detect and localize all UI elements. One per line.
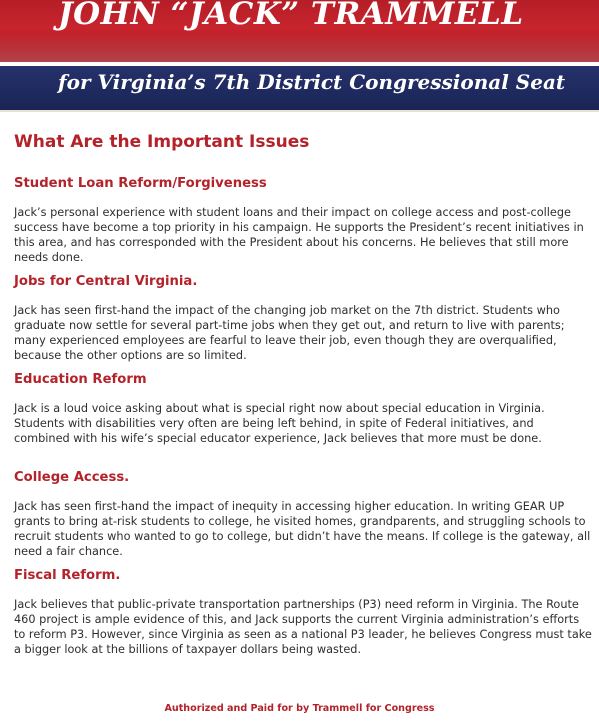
section-body-education: Jack is a loud voice asking about what is special right now about special education in Virginia. Students with disabilities very often are being left behind, in spite of Federal initiatives, and combined with his wife’s special educator experience, Jack believes that more must be done. <box>14 402 545 445</box>
section-body-student-loan: Jack’s personal experience with student loans and their impact on college access and post-college success have become a top priority in his campaign. He supports the President’s recent initiatives in this area, and has corresponded with the President about his concerns. He believes that still more needs done. <box>14 206 584 264</box>
header-divider <box>0 110 599 112</box>
section-heading-student-loan: Student Loan Reform/Forgiveness <box>14 176 267 191</box>
candidate-name: JOHN “JACK” TRAMMELL <box>58 0 524 32</box>
section-heading-jobs: Jobs for Central Virginia. <box>14 274 198 289</box>
campaign-tagline: for Virginia’s 7th District Congressional Seat <box>58 70 566 94</box>
section-heading-education: Education Reform <box>14 372 147 387</box>
section-heading-college-access: College Access. <box>14 470 130 485</box>
header-red-banner-shine <box>0 34 599 62</box>
section-body-fiscal: Jack believes that public-private transportation partnerships (P3) need reform in Virginia. The Route 460 project is ample evidence of this, and Jack supports the current Virginia administration’s efforts to reform P3. However, since Virginia as seen as a national P3 leader, he believes Congress must take a bigger look at the billions of taxpayer dollars being wasted. <box>14 598 592 656</box>
section-heading-fiscal: Fiscal Reform. <box>14 568 121 583</box>
footer-disclaimer: Authorized and Paid for by Trammell for Congress <box>164 703 435 714</box>
section-body-college-access: Jack has seen first-hand the impact of inequity in accessing higher education. In writing GEAR UP grants to bring at-risk students to college, he visited homes, grandparents, and struggling schools to recruit students who wanted to go to college, but didn’t have the means. If college is the gateway, all need a fair chance. <box>14 500 591 558</box>
section-body-jobs: Jack has seen first-hand the impact of the changing job market on the 7th district. Students who graduate now settle for several part-time jobs when they get out, and return to live with parents; many experienced employees are fearful to leave their job, even though they are overqualified, because the other options are so limited. <box>14 304 565 362</box>
page-title: What Are the Important Issues <box>14 132 310 152</box>
